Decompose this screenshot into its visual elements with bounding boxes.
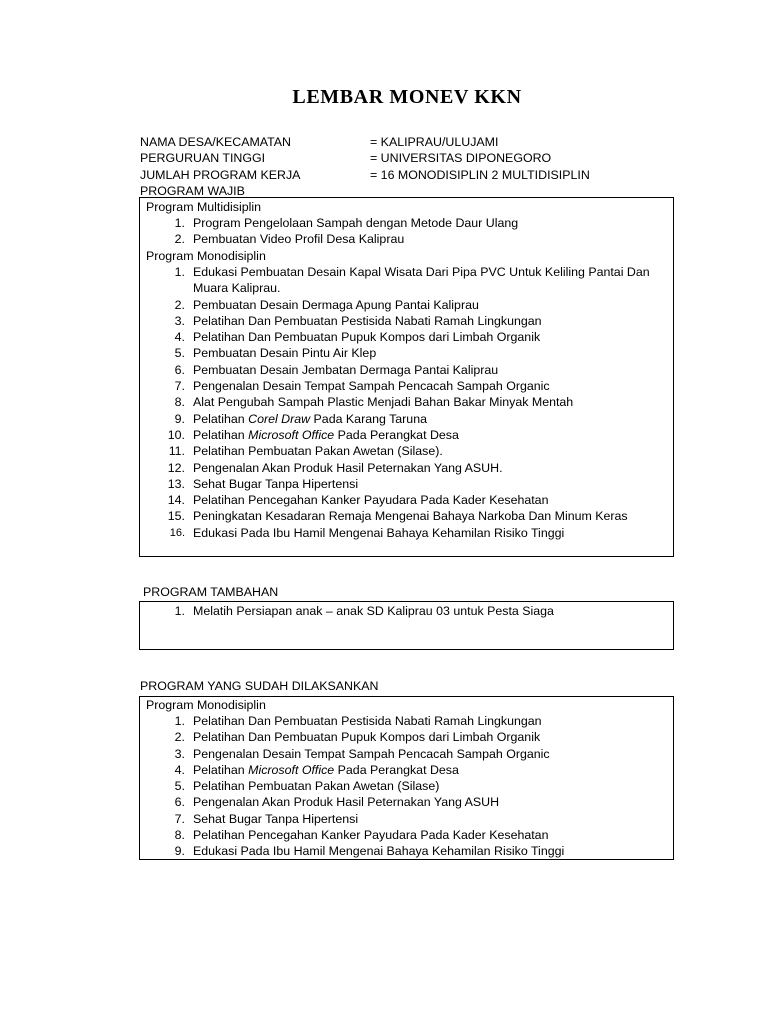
item-text: Pelatihan Dan Pembuatan Pestisida Nabati Ramah Lingkungan	[193, 714, 542, 728]
info-value: = KALIPRAU/ULUJAMI	[370, 135, 499, 149]
info-row-pt	[140, 150, 590, 166]
list-item	[140, 762, 673, 778]
item-number: 3.	[174, 313, 185, 328]
list-item	[140, 345, 673, 361]
item-text-emphasis: Microsoft Office	[248, 762, 335, 777]
item-number: 9.	[174, 844, 185, 859]
item-text: Pelatihan Pencegahan Kanker Payudara Pada Kader Kesehatan	[193, 493, 549, 508]
item-text: Alat Pengubah Sampah Plastic Menjadi Bahan Bakar Minyak Mentah	[193, 395, 574, 410]
info-label: PERGURUAN TINGGI	[140, 151, 266, 166]
item-number: 8.	[174, 395, 185, 410]
item-number: 5.	[174, 346, 185, 361]
item-text	[193, 763, 459, 777]
tambahan-list	[140, 603, 673, 619]
item-text-pre: Pelatihan	[193, 762, 249, 777]
info-block	[140, 134, 590, 199]
item-text-post: Pada Perangkat Desa	[334, 762, 459, 777]
info-label: NAMA DESA/KECAMATAN	[140, 135, 292, 149]
item-number: 7.	[174, 379, 185, 394]
info-row-jumlah	[140, 167, 590, 183]
list-item	[140, 329, 673, 345]
list-item	[140, 215, 673, 231]
monodisiplin-title: Program Monodisiplin	[146, 698, 266, 712]
info-value: = UNIVERSITAS DIPONEGORO	[370, 151, 552, 166]
item-number: 9.	[174, 411, 185, 426]
item-number: 3.	[174, 746, 185, 761]
item-text: Pengenalan Desain Tempat Sampah Pencacah Sampah Organic	[193, 746, 550, 761]
list-item	[140, 492, 673, 508]
item-text-emphasis: Microsoft Office	[248, 427, 335, 442]
item-number: 13.	[167, 476, 185, 491]
item-text: Sehat Bugar Tanpa Hipertensi	[193, 811, 359, 826]
list-item	[140, 778, 673, 794]
item-text: Peningkatan Kesadaran Remaja Mengenai Bahaya Narkoba Dan Minum Keras	[193, 509, 628, 524]
list-item	[140, 843, 673, 859]
item-text: Pembuatan Desain Dermaga Apung Pantai Kaliprau	[193, 297, 479, 312]
program-dilaksanakan-box	[139, 696, 674, 860]
item-text: Pengenalan Akan Produk Hasil Peternakan Yang ASUH	[193, 795, 500, 810]
item-number: 8.	[174, 828, 185, 843]
item-number: 4.	[174, 330, 185, 345]
list-item	[140, 460, 673, 476]
item-text	[193, 428, 459, 442]
item-text: Program Pengelolaan Sampah dengan Metode Daur Ulang	[193, 216, 519, 230]
item-text: Melatih Persiapan anak – anak SD Kaliprau 03 untuk Pesta Siaga	[193, 604, 554, 618]
list-item	[140, 476, 673, 492]
monodisiplin-list	[140, 264, 673, 541]
item-text: Edukasi Pada Ibu Hamil Mengenai Bahaya Kehamilan Risiko Tinggi	[193, 844, 565, 859]
item-text	[193, 412, 427, 426]
item-number: 5.	[174, 779, 185, 794]
item-number: 4.	[174, 762, 185, 777]
info-label: PROGRAM WAJIB	[140, 183, 245, 198]
list-item	[140, 508, 673, 524]
list-item	[140, 378, 673, 394]
item-number: 14.	[167, 493, 185, 508]
item-text: Pengenalan Desain Tempat Sampah Pencacah Sampah Organic	[193, 379, 550, 394]
list-item	[140, 794, 673, 810]
list-item	[140, 313, 673, 329]
list-item	[140, 603, 673, 619]
dilaksanakan-list	[140, 713, 673, 860]
program-tambahan-box	[139, 601, 674, 650]
item-text-pre: Pelatihan	[193, 427, 249, 442]
item-text-emphasis: Corel Draw	[248, 411, 311, 426]
item-text: Pelatihan Pembuatan Pakan Awetan (Silase).	[193, 444, 443, 459]
list-item	[140, 729, 673, 745]
monodisiplin-title: Program Monodisiplin	[146, 249, 266, 263]
item-text: Pelatihan Pembuatan Pakan Awetan (Silase)	[193, 779, 440, 794]
list-item	[140, 394, 673, 410]
list-item	[140, 443, 673, 459]
item-number: 7.	[174, 811, 185, 826]
item-number: 15.	[167, 509, 185, 524]
item-text: Edukasi Pada Ibu Hamil Mengenai Bahaya Kehamilan Risiko Tinggi	[193, 525, 565, 540]
item-text: Pembuatan Desain Jembatan Dermaga Pantai Kaliprau	[193, 362, 499, 377]
list-item	[140, 811, 673, 827]
list-item	[140, 231, 673, 247]
item-number: 10.	[167, 427, 185, 442]
info-row-desa	[140, 134, 590, 150]
list-item	[140, 411, 673, 427]
program-dilaksanakan-label: PROGRAM YANG SUDAH DILAKSANKAN	[140, 679, 379, 693]
item-number: 1.	[174, 604, 185, 618]
multidisiplin-title: Program Multidisiplin	[146, 200, 261, 214]
item-text: Pembuatan Desain Pintu Air Klep	[193, 346, 377, 361]
info-label: JUMLAH PROGRAM KERJA	[140, 167, 301, 182]
item-text: Sehat Bugar Tanpa Hipertensi	[193, 476, 359, 491]
item-number: 11.	[168, 444, 185, 459]
item-number: 2.	[174, 297, 185, 312]
item-number: 1.	[174, 714, 185, 728]
item-text-post: Pada Perangkat Desa	[334, 427, 459, 442]
program-wajib-box	[139, 197, 674, 557]
item-number: 12.	[167, 460, 185, 475]
item-text: Pelatihan Dan Pembuatan Pupuk Kompos dari Limbah Organik	[193, 730, 541, 745]
item-number: 6.	[174, 795, 185, 810]
item-number: 2.	[174, 232, 185, 247]
list-item	[140, 362, 673, 378]
list-item	[140, 525, 673, 541]
item-text: Pelatihan Dan Pembuatan Pupuk Kompos dari Limbah Organik	[193, 330, 541, 345]
list-item	[140, 746, 673, 762]
item-number: 2.	[174, 730, 185, 745]
list-item	[140, 827, 673, 843]
multidisiplin-list	[140, 215, 673, 248]
item-text: Pengenalan Akan Produk Hasil Peternakan Yang ASUH.	[193, 460, 503, 475]
item-text-pre: Pelatihan	[193, 411, 249, 426]
document-title: LEMBAR MONEV KKN	[292, 86, 522, 108]
program-tambahan-label: PROGRAM TAMBAHAN	[143, 585, 279, 599]
list-item	[140, 264, 673, 297]
item-text: Edukasi Pembuatan Desain Kapal Wisata Dari Pipa PVC Untuk Keliling Pantai Dan Muara Kaliprau.	[193, 265, 650, 296]
list-item	[140, 297, 673, 313]
item-number: 1.	[174, 265, 185, 279]
list-item	[140, 713, 673, 729]
item-text: Pelatihan Dan Pembuatan Pestisida Nabati Ramah Lingkungan	[193, 313, 542, 328]
item-number: 16.	[169, 526, 185, 539]
list-item	[140, 427, 673, 443]
info-value: = 16 MONODISIPLIN 2 MULTIDISIPLIN	[370, 167, 590, 182]
item-text: Pembuatan Video Profil Desa Kaliprau	[193, 232, 405, 247]
item-text: Pelatihan Pencegahan Kanker Payudara Pada Kader Kesehatan	[193, 828, 549, 843]
item-text-post: Pada Karang Taruna	[310, 411, 427, 426]
item-number: 6.	[174, 362, 185, 377]
item-number: 1.	[174, 216, 185, 230]
